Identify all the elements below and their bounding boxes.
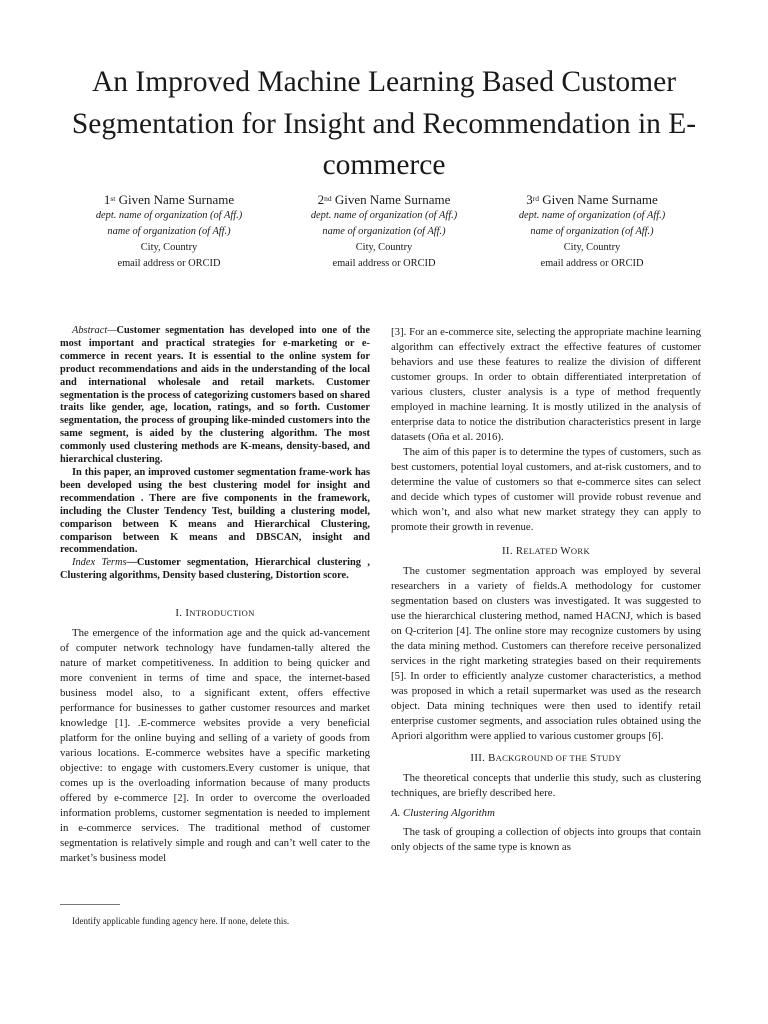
- author-1: [54, 191, 284, 272]
- author-contact: email address or ORCID: [332, 258, 436, 269]
- abstract-paragraph: In this paper, an improved customer segmentation frame-work has been developed using the best clustering model for insight and recommendation . There are five components in the framework, including the Cluster Tendency Test, building a clustering model, comparison between K means and Hierarchical Clustering, comparison between K means and DBSCAN, insight and recommendation.: [60, 466, 370, 556]
- author-location: City, Country: [563, 242, 621, 253]
- index-terms-label: Index Terms: [72, 557, 127, 569]
- section-heading-related-work: II. RELATED WORK: [502, 545, 590, 557]
- author-dept: dept. name of organization (of Aff.): [518, 210, 666, 221]
- index-terms: Index Terms—Customer segmentation, Hierarchical clustering , Clustering algorithms, Density based clustering, Distortion score.: [60, 557, 370, 582]
- footnote-rule: [60, 904, 120, 905]
- section-heading-introduction: I. INTRODUCTION: [175, 607, 255, 620]
- subsection-heading: A. Clustering Algorithm: [391, 807, 495, 819]
- author-org: name of organization (of Aff.): [322, 226, 446, 237]
- author-block: [40, 191, 728, 271]
- author-location: City, Country: [140, 242, 198, 253]
- author-name: 2nd Given Name Surname: [317, 192, 451, 207]
- author-name: 1st Given Name Surname: [103, 192, 235, 207]
- section-heading-background: III. BACKGROUND OF THE STUDY: [470, 752, 622, 764]
- author-name: 3rd Given Name Surname: [526, 192, 658, 207]
- left-column: [60, 325, 370, 866]
- abstract-paragraph: Abstract—Customer segmentation has developed into one of the most important and practical strategies for e-marketing or e-commerce in recent years. It is essential to the online system for product recommendations and aids in the understanding of the local and international wholesale and retail markets. Customer segmentation is the process of categorizing customers based on shared traits like gender, age, location, ratings, and so forth. Customer segmentation, the process of grouping like-minded customers into the same segment, is aided by the clustering algorithm. The most commonly used clustering methods are K-means, density-based, and hierarchical clustering.: [60, 325, 370, 466]
- footnote: Identify applicable funding agency here. If none, delete this.: [72, 916, 290, 926]
- author-org: name of organization (of Aff.): [107, 226, 231, 237]
- body-paragraph: The customer segmentation approach was employed by several researchers in a variety of fields.A methodology for customer segmentation based on clusters was investigated. It was suggested to use the hierarchical clustering method, named HACNJ, which is based on Q-criterion [4]. The online store may recognize customers by using the data mining method. Customers can therefore receive personalized services in the right marketing strategies based on their requirements [5]. In order to efficiently analyze customer characteristics, a method was proposed in which a retail supermarket was used as the research object. Data mining techniques were then used to identify retail enterprise customer segments, and association rules obtained using the Apriori algorithm were applied to various customer groups [6].: [391, 565, 701, 742]
- author-location: City, Country: [355, 242, 413, 253]
- author-3: [477, 191, 707, 272]
- author-org: name of organization (of Aff.): [530, 226, 654, 237]
- right-column: [391, 325, 701, 855]
- body-paragraph: The emergence of the information age and the quick ad-vancement of computer network technology have fundamen-tally altered the nature of market competitiveness. In addition to being quicker and more convenient in terms of time and space, the internet-based business model also, to a significant extent, offers effective performance for businesses to gather customer resources and market knowledge [1]. .E-commerce websites provide a very beneficial platform for the online buying and selling of a variety of goods from various locations. E-commerce websites have a specific marketing objective: to engage with customers.Every customer is unique, that comes up is the overloading information because of many products offered by e-commerce [2]. In order to overcome the overloaded information problems, customer segmentation is needed to implement in e-commerce services. The traditional method of customer segmentation is relatively simple and rough and can’t well cater to the market’s business model: [60, 627, 370, 865]
- author-2: [269, 191, 499, 272]
- body-paragraph: The task of grouping a collection of objects into groups that contain only objects of the same type is known as: [391, 826, 701, 853]
- body-paragraph: The aim of this paper is to determine the types of customers, such as best customers, potential loyal customers, and at-risk customers, and to determine the value of customers so that e-commerce sites can select and decide which types of customer will provide robust revenue and which won’t, and also what new market strategy they can apply to promote their growth in revenue.: [391, 446, 701, 533]
- paper-title: An Improved Machine Learning Based Customer Segmentation for Insight and Recommendation in E-commerce: [71, 66, 697, 181]
- author-contact: email address or ORCID: [540, 258, 644, 269]
- author-dept: dept. name of organization (of Aff.): [95, 210, 243, 221]
- abstract-label: Abstract: [72, 325, 108, 336]
- body-paragraph: [3]. For an e-commerce site, selecting the appropriate machine learning algorithm can effectively extract the effective features of customer behaviors and use these features to realize the division of different customer groups. In order to obtain differentiated interpretation of various clusters, cluster analysis is a type of method frequently employed in machine learning. It is mostly utilized in the analysis of enterprise data to notice the distribution characteristics present in large datasets (Oña et al. 2016).: [391, 326, 701, 443]
- abstract: [60, 325, 370, 583]
- author-contact: email address or ORCID: [117, 258, 221, 269]
- author-dept: dept. name of organization (of Aff.): [310, 210, 458, 221]
- body-paragraph: The theoretical concepts that underlie this study, such as clustering techniques, are briefly described here.: [391, 772, 701, 799]
